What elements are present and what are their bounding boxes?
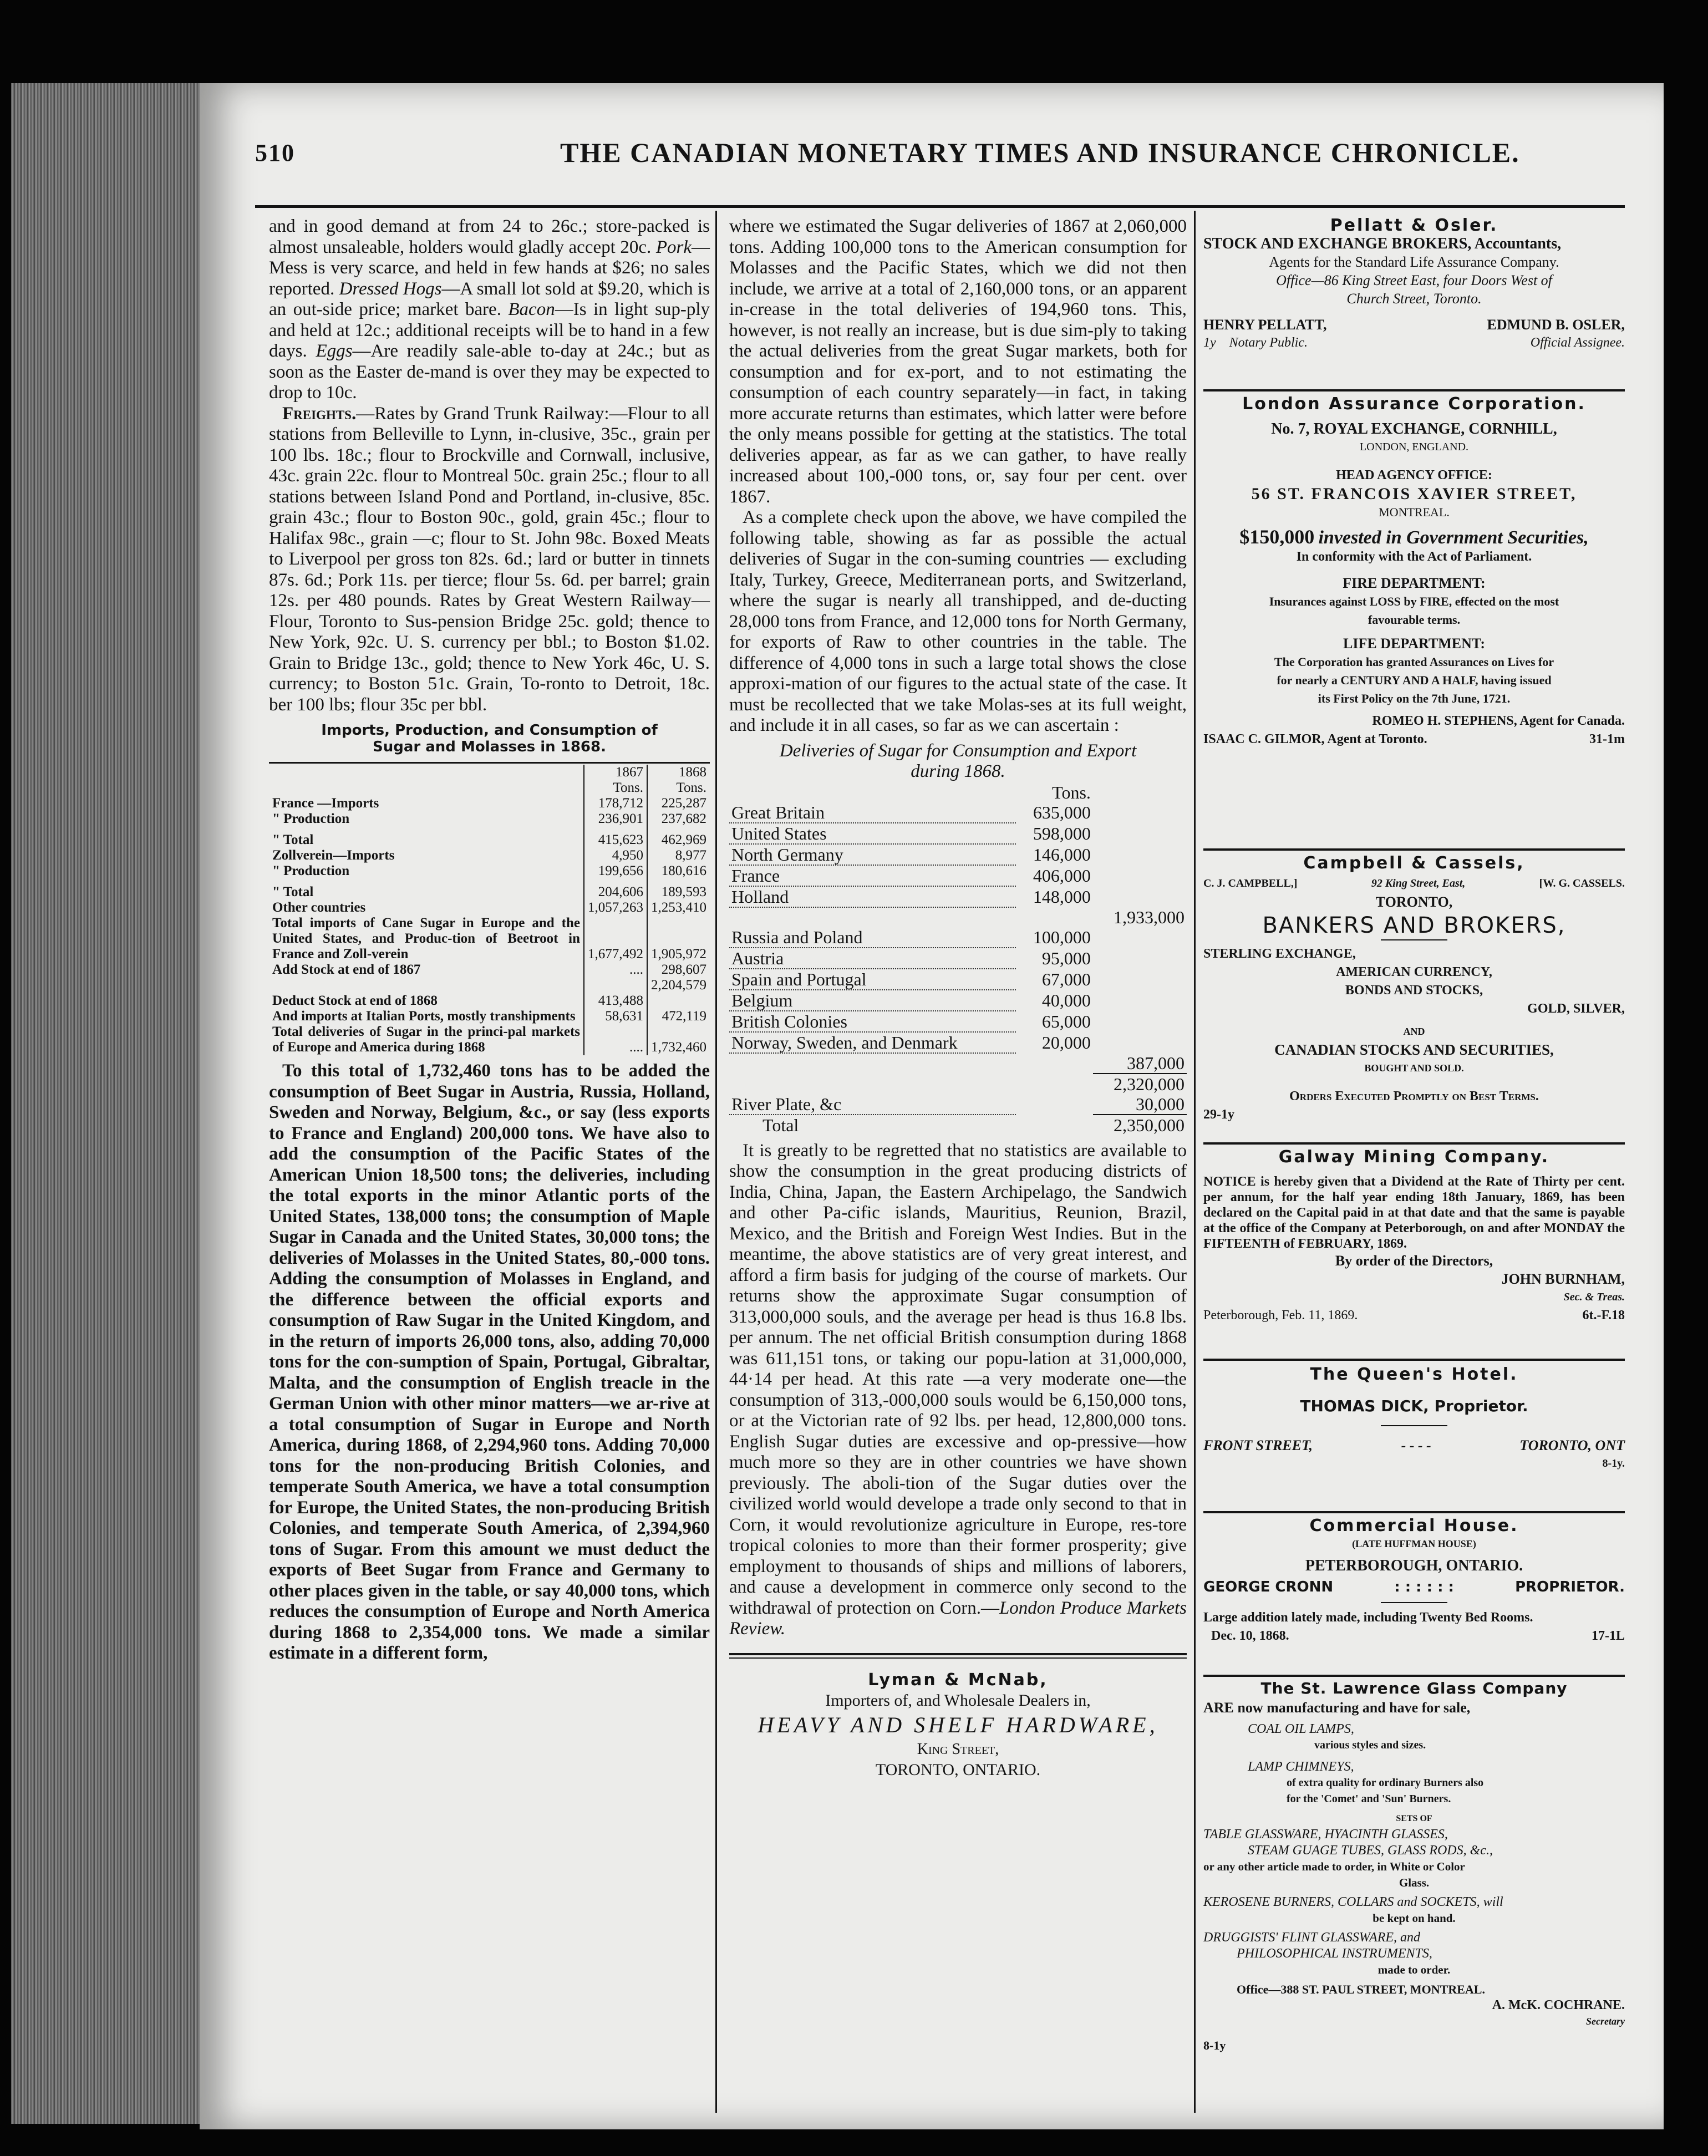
value-1868 (647, 993, 710, 1009)
country-tons: 148,000 (1033, 886, 1091, 907)
lyman-top-rule-2 (729, 1657, 1187, 1659)
country-tons: 635,000 (1033, 802, 1091, 822)
ad-divider (1203, 1359, 1625, 1361)
country-tons: 406,000 (1033, 865, 1091, 886)
country-name: Great Britain (729, 802, 1016, 823)
delivery-row (729, 865, 1187, 886)
newspaper-page (200, 83, 1664, 2129)
table-row (269, 900, 710, 916)
ad-st-lawrence-glass: The St. Lawrence Glass Company ARE now manufacturing and have for sale, COAL OIL LAMPS, various styles and sizes. LAMP CHIMNEYS, of extra quality for ordinary Burners also for the 'Comet' and 'Sun' Burners. SETS OF TABLE GLASSWARE, HYACINTH GLASSES, STEAM GUAGE TUBES, GLASS RODS, &c., or any other article made to order, in White or Color Glass. KEROSENE BURNERS, COLLARS and SOCKETS, will be kept on hand. DRUGGISTS' FLINT GLASSWARE, and PHILOSOPHICAL INSTRUMENTS, made to order. Office—388 ST. PAUL STREET, MONTREAL. A. McK. COCHRANE. Secretary 8-1y (1203, 1679, 1625, 2052)
table-row (269, 962, 710, 978)
country-name: Russia and Poland (729, 927, 1016, 948)
masthead-rule (255, 205, 1625, 208)
value-1867: 178,712 (584, 796, 647, 811)
value-1867: 1,057,263 (584, 900, 647, 916)
table-row (269, 1024, 710, 1055)
column-divider-1 (715, 211, 717, 2113)
column-2 (729, 216, 1187, 1781)
ad-divider (1203, 848, 1625, 851)
value-1868: 189,593 (647, 879, 710, 900)
value-1868: 180,616 (647, 863, 710, 879)
country-tons: 20,000 (1041, 1032, 1091, 1052)
source-citation: London Produce Markets Review. (729, 1598, 1187, 1639)
row-label: France —Imports (272, 796, 379, 811)
table-row (269, 993, 710, 1009)
sugar-table-title: Imports, Production, and Consumption of Sugar and Molasses in 1868. (321, 722, 658, 755)
value-1867: 415,623 (584, 827, 647, 848)
delivery-row (729, 927, 1187, 948)
sugar-imports-table (269, 765, 710, 1055)
unit-1867: Tons. (584, 780, 647, 796)
deliveries-paragraph: where we estimated the Sugar deliveries of 1867 at 2,060,000 tons. Adding 100,000 tons to the American consumption for Molasses and the Pacific States, which we did not then include, we arrive at a total of 2,160,000 tons, or an apparent in-crease in the total deliveries of 194,960 tons. This, however, is not really an increase, but is due sim-ply to taking the actual deliveries from the great Sugar markets, both for consumption and for ex-port, and to not estimating the consumption of each country separately—in fact, in taking more accurate returns than estimates, which latter were before the only means possible for getting at the statistics. The total deliveries appear, as far as we can gather, to have really increased about 100,-000 tons, or, say four per cent. over 1867. (729, 216, 1187, 507)
book-page-edges (11, 83, 200, 2124)
delivery-row (729, 969, 1187, 990)
masthead-title: THE CANADIAN MONETARY TIMES AND INSURANCE CHRONICLE. (560, 137, 1520, 168)
table-row (269, 827, 710, 848)
value-1868: 8,977 (647, 848, 710, 863)
page-number: 510 (255, 139, 295, 166)
row-label: Total deliveries of Sugar in the princi-pal markets of Europe and America during 1868 (272, 1024, 580, 1055)
country-tons: 146,000 (1033, 844, 1091, 865)
value-1868: 1,732,460 (647, 1024, 710, 1055)
country-name: Norway, Sweden, and Denmark (729, 1032, 1016, 1053)
consumption-paragraph: To this total of 1,732,460 tons has to be added the consumption of Beet Sugar in Austria, Russia, Holland, Sweden and Norway, Belgium, &c., or say (less exports to France and England) 200,000 tons. We have also to add the consumption of the Pacific States of the American Union 18,500 tons; the deliveries, including the total exports in the minor Atlantic ports of the United States, 138,000 tons; the consumption of Maple Sugar in Canada and the United States, 30,000 tons; the deliveries of Molasses in the United States, 80,-000 tons. Adding the consumption of Molasses in England, and the difference between the official exports and consumption of Raw Sugar in the United Kingdom, and in the return of imports 26,000 tons, also, adding 70,000 tons for the con-sumption of Spain, Portugal, Gibraltar, Malta, and the consumption of English treacle in the German Union with other minor matters—we ar-rive at a total consumption of Sugar in Europe and North America, during 1868, of 2,294,960 tons. Adding 70,000 tons for the non-producing British Colonies, and temperate South America, we have a total consumption for Europe, the United States, the non-producing British Colonies, and temperate South America, of 2,394,960 tons of Sugar. From this amount we must deduct the exports of Beet Sugar from France and Germany to other places given in the table, or say 40,000 tons, which reduces the consumption of Europe and North America during 1868 to 2,354,000 tons. We made a similar estimate in a different form, (269, 1061, 710, 1663)
row-label: " Production (272, 863, 350, 878)
ad-divider (1203, 1511, 1625, 1513)
unit-1868: Tons. (647, 780, 710, 796)
ad-queens-hotel: The Queen's Hotel. THOMAS DICK, Proprietor. FRONT STREET, - - - - TORONTO, ONT 8-1y. (1203, 1365, 1625, 1469)
row-label: Total imports of Cane Sugar in Europe and the United States, and Produc-tion of Beetroot in France and Zoll-verein (272, 916, 580, 962)
table-row (269, 978, 710, 993)
short-rule (1381, 1425, 1447, 1426)
country-name: British Colonies (729, 1011, 1016, 1032)
row-label: And imports at Italian Ports, mostly transhipments (272, 1009, 576, 1024)
col-header-1868: 1868 (647, 765, 710, 780)
short-rule (1381, 1602, 1447, 1603)
row-label: Other countries (272, 900, 366, 915)
subtotal: 2,320,000 (1114, 1074, 1185, 1094)
country-name: United States (729, 823, 1016, 844)
country-tons: 598,000 (1033, 823, 1091, 843)
check-paragraph: As a complete check upon the above, we have compiled the following table, showing as far as possible the actual deliveries of Sugar in the con-suming countries — excluding Italy, Turkey, Greece, Mediterranean ports, and Switzerland, where the sugar is nearly all transhipped, and de-ducting 28,000 tons from France, and 12,000 tons for North Germany, for exports of Raw to other countries in the table. The difference of 4,000 tons in such a large total shows the close approxi-mation of our figures to the actual state of the case. It must be recollected that we take Molas-ses at its full weight, and include it in all cases, so far as we can ascertain : (729, 507, 1187, 735)
value-1868: 225,287 (647, 796, 710, 811)
value-1867: 236,901 (584, 811, 647, 827)
value-1868: 237,682 (647, 811, 710, 827)
group1-total: 1,933,000 (1114, 907, 1185, 927)
row-label: " Total (272, 884, 314, 899)
row-label (269, 978, 584, 993)
delivery-row (729, 886, 1187, 907)
value-1868: 462,969 (647, 827, 710, 848)
lyman-mcnab-ad: Lyman & McNab, Importers of, and Wholesale Dealers in, HEAVY AND SHELF HARDWARE, King Street, TORONTO, ONTARIO. (758, 1670, 1158, 1779)
row-label: " Total (272, 832, 314, 847)
table-row (269, 848, 710, 863)
country-tons: 95,000 (1041, 948, 1091, 968)
table-row (269, 1009, 710, 1024)
country-tons: 67,000 (1041, 969, 1091, 989)
ad-divider (1203, 1142, 1625, 1145)
lyman-top-rule (729, 1653, 1187, 1655)
value-1867 (584, 978, 647, 993)
value-1867: 413,488 (584, 993, 647, 1009)
column-3-ads (1203, 216, 1625, 2113)
country-name: Spain and Portugal (729, 969, 1016, 990)
deliveries-title: Deliveries of Sugar for Consumption and Export during 1868. (779, 740, 1137, 781)
country-name: Belgium (729, 990, 1016, 1011)
market-report: and in good demand at from 24 to 26c.; store-packed is almost unsaleable, holders would gladly accept 20c. Pork—Mess is very scarce, and held in few hands at $26; no sales reported. Dressed Hogs—A small lot sold at $9.20, which is an out-side price; market bare. Bacon—Is in light sup-ply and held at 12c.; additional receipts will be to hand in a few days. Eggs—Are readily sale-able to-day at 24c.; but as soon as the Easter de-mand is over they may be expected to drop to 10c. (269, 216, 710, 403)
ad-divider (1203, 389, 1625, 391)
country-name: Austria (729, 948, 1016, 969)
column-divider-2 (1194, 211, 1196, 2113)
value-1868: 298,607 (647, 962, 710, 978)
country-tons: 100,000 (1033, 927, 1091, 947)
row-label: Zollverein—Imports (272, 848, 395, 863)
value-1868: 1,253,410 (647, 900, 710, 916)
country-name: Holland (729, 886, 1016, 907)
delivery-row (729, 823, 1187, 844)
ad-campbell-cassels: Campbell & Cassels, C. J. CAMPBELL,] 92 King Street, East, [W. G. CASSELS. TORONTO, BANKERS AND BROKERS, STERLING EXCHANGE, AMERICAN CURRENCY, BONDS AND STOCKS, GOLD, SILVER, AND CANADIAN STOCKS AND SECURITIES, BOUGHT AND SOLD. Orders Executed Promptly on Best Terms. 29-1y (1203, 853, 1625, 1122)
ad-pellatt-osler: Pellatt & Osler. STOCK AND EXCHANGE BROKERS, Accountants, Agents for the Standard Life Assurance Company. Office—86 King Street East, four Doors West of Church Street, Toronto. HENRY PELLATT, EDMUND B. OSLER, 1y Notary Public. Official Assignee. (1203, 216, 1625, 350)
value-1868: 472,119 (647, 1009, 710, 1024)
value-1867: 199,656 (584, 863, 647, 879)
deliveries-table (729, 782, 1187, 1135)
table-row (269, 863, 710, 879)
value-1867: 58,631 (584, 1009, 647, 1024)
river-plate-label: River Plate, &c (729, 1094, 1016, 1115)
table-row (269, 796, 710, 811)
grand-total-label: Total (762, 1115, 799, 1135)
delivery-row (729, 1011, 1187, 1032)
regret-paragraph: It is greatly to be regretted that no statistics are available to show the consumption in the great producing districts of India, China, Japan, the Eastern Archipelago, the Sandwich and other Pa-cific islands, Mauritius, Reunion, Brazil, Mexico, and the British and Foreign West Indies. But in the meantime, the above statistics are of very great interest, and afford a firm basis for judging of the course of markets. Our returns show the approximate Sugar consumption of 313,000,000 souls, and the average per head is thus 16.8 lbs. per annum. The net official British consumption during 1868 was 611,151 tons, or taking our popu-lation at 31,000,000, 44·14 per head. At this rate —a very moderate one—the consumption of 313,-000,000 souls would be 6,150,000 tons, or at the Victorian rate of 92 lbs. per head, 12,800,000 tons. English Sugar duties are excessive and op-pressive—how much more so they are in other countries we have shown previously. The aboli-tion of the Sugar duties over the civilized world would develope a trade only second to that in Corn, it would revolutionize agriculture in Europe, res-tore tropical colonies to more than their former prosperity; give employment to thousands of ships and millions of laborers, and cause a development in commerce only second to the withdrawal of protection on Corn.—London Produce Markets Review. (729, 1140, 1187, 1639)
delivery-row (729, 844, 1187, 865)
short-rule (1381, 939, 1447, 940)
ad-london-assurance: London Assurance Corporation. No. 7, ROYAL EXCHANGE, CORNHILL, LONDON, ENGLAND. HEAD AGENCY OFFICE: 56 ST. FRANCOIS XAVIER STREET, MONTREAL. $150,000 invested in Government Securities, In conformity with the Act of Parliament. FIRE DEPARTMENT: Insurances against LOSS by FIRE, effected on the most favourable terms. LIFE DEPARTMENT: The Corporation has granted Assurances on Lives for for nearly a CENTURY AND A HALF, having issued its First Policy on the 7th June, 1721. ROMEO H. STEPHENS, Agent for Canada. ISAAC C. GILMOR, Agent at Toronto. 31-1m (1203, 394, 1625, 746)
delivery-row (729, 990, 1187, 1011)
value-1867: .... (584, 1024, 647, 1055)
delivery-row (729, 1032, 1187, 1053)
delivery-row (729, 802, 1187, 823)
river-plate-tons: 30,000 (1093, 1094, 1187, 1115)
freights-paragraph: Freights.—Rates by Grand Trunk Railway:—Flour to all stations from Belleville to Lynn, in-clusive, 35c., grain per 100 lbs. 18c.; flour to Brockville and Cornwall, inclusive, 43c. grain 22c. flour to Montreal 50c. grain 25c.; flour to all stations between Island Pond and Portland, in-clusive, 85c. grain 43c.; flour to Boston 90c., gold, grain 45c.; flour to Halifax 98c., grain —c; flour to St. John 98c. Boxed Meats to Liverpool per gross ton 82s. 6d.; lard or butter in tinnets 87s. 6d.; Pork 11s. per tierce; flour 5s. 6d. per barrel; grain 12s. per 480 pounds. Rates by Great Western Railway—Flour, Toronto to Sus-pension Bridge 25c. gold; thence to New York, 92c. U. S. currency per bbl.; to Boston $1.02. Grain to Bridge 13c., gold; thence to New York 46c, U. S. currency; to Boston 51c. Grain, To-ronto to Detroit, 18c. ber 100 lbs; flour 35c per bbl. (269, 403, 710, 715)
value-1868: 1,905,972 (647, 916, 710, 962)
delivery-row (729, 948, 1187, 969)
group2-total: 387,000 (1093, 1053, 1187, 1074)
table-row (269, 916, 710, 962)
country-name: North Germany (729, 844, 1016, 865)
country-name: France (729, 865, 1016, 886)
tons-unit: Tons. (1052, 782, 1091, 802)
country-tons: 65,000 (1041, 1011, 1091, 1031)
column-1 (269, 216, 710, 1664)
value-1867: 1,677,492 (584, 916, 647, 962)
row-label: Add Stock at end of 1867 (272, 962, 421, 977)
value-1867: .... (584, 962, 647, 978)
row-label: Deduct Stock at end of 1868 (272, 993, 438, 1008)
row-label: " Production (272, 811, 350, 826)
table-row (269, 811, 710, 827)
table-top-rule (269, 762, 710, 764)
value-1867: 4,950 (584, 848, 647, 863)
value-1868: 2,204,579 (647, 978, 710, 993)
table-row (269, 879, 710, 900)
value-1867: 204,606 (584, 879, 647, 900)
col-header-1867: 1867 (584, 765, 647, 780)
grand-total-tons: 2,350,000 (1114, 1115, 1185, 1135)
ad-commercial-house: Commercial House. (LATE HUFFMAN HOUSE) PETERBOROUGH, ONTARIO. GEORGE CRONN : : : : : : PROPRIETOR. Large addition lately made, including Twenty Bed Rooms. Dec. 10, 1868. 17-1L (1203, 1516, 1625, 1643)
ad-divider (1203, 1675, 1625, 1677)
ad-galway-mining: Galway Mining Company. NOTICE is hereby given that a Dividend at the Rate of Thirty per cent. per annum, for the half year ending 18th January, 1869, has been declared on the Capital paid in at that date and that the same is payable at the office of the Company at Peterborough, on and after MONDAY the FIFTEENTH of FEBRUARY, 1869. By order of the Directors, JOHN BURNHAM, Sec. & Treas. Peterborough, Feb. 11, 1869. 6t.-F.18 (1203, 1147, 1625, 1323)
country-tons: 40,000 (1041, 990, 1091, 1010)
